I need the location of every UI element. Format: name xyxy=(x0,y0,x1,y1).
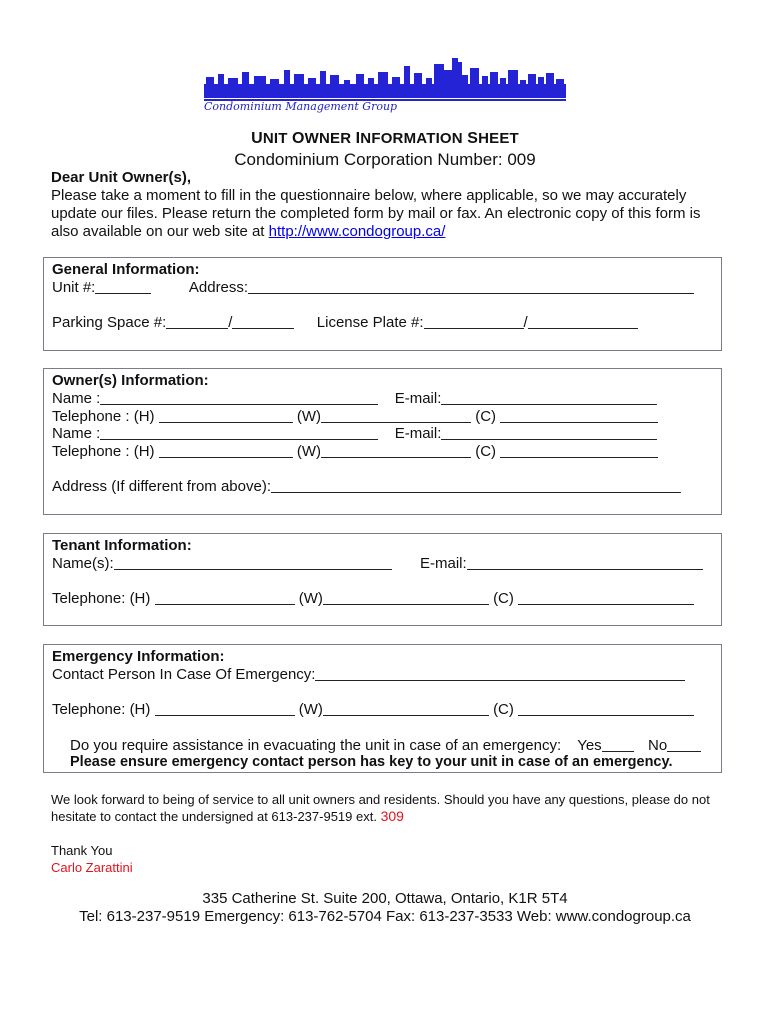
sign-off xyxy=(51,842,133,876)
city-skyline-logo xyxy=(200,44,570,114)
tenant-cell-phone-field[interactable] xyxy=(518,590,694,605)
tenant-email-label: E-mail: xyxy=(420,555,467,572)
owner2-cell-phone-field[interactable] xyxy=(500,443,658,458)
emergency-work-phone-field[interactable] xyxy=(323,701,489,716)
owner2-tel-label: Telephone : (H) xyxy=(52,443,155,460)
tenant-tel-label: Telephone: (H) xyxy=(52,590,151,607)
emergency-contact-label: Contact Person In Case Of Emergency: xyxy=(52,666,316,683)
owner1-email-field[interactable] xyxy=(441,390,657,405)
emergency-cell-phone-field[interactable] xyxy=(518,701,694,716)
address-field[interactable] xyxy=(248,279,694,294)
owner1-home-phone-field[interactable] xyxy=(159,408,293,423)
address-label: Address: xyxy=(188,279,249,296)
emergency-contact-field[interactable] xyxy=(315,666,685,681)
footer-contacts: Tel: 613-237-9519 Emergency: 613-762-5704 Fax: 613-237-3533 Web: www.condogroup.ca xyxy=(79,908,691,925)
owner2-work-phone-field[interactable] xyxy=(321,443,471,458)
emergency-key-notice: Please ensure emergency contact person has key to your unit in case of an emergency. xyxy=(70,754,673,770)
tenant-information-box: Tenant Information: Name(s): E-mail: Telephone: (H) (W) (C) xyxy=(43,533,722,626)
owner1-cell-phone-field[interactable] xyxy=(500,408,658,423)
thank-you-text: Thank You xyxy=(51,843,113,858)
tenant-work-phone-field[interactable] xyxy=(323,590,489,605)
unit-field[interactable] xyxy=(95,279,151,294)
footer-address: 335 Catherine St. Suite 200, Ottawa, Ontario, K1R 5T4 xyxy=(202,890,568,907)
general-information-box: General Information: Unit #: Address: Parking Space #: / License Plate #: / xyxy=(43,257,722,351)
greeting: Dear Unit Owner(s), xyxy=(51,169,192,186)
owners-heading: Owner(s) Information: xyxy=(52,372,209,389)
license-plate-field-1[interactable] xyxy=(424,314,524,329)
yes-label: Yes xyxy=(577,737,602,754)
website-link[interactable]: http://www.condogroup.ca/ xyxy=(268,223,446,240)
tenant-email-field[interactable] xyxy=(467,555,703,570)
signature-name: Carlo Zarattini xyxy=(51,860,133,875)
license-plate-field-2[interactable] xyxy=(528,314,638,329)
sheet-title: UNIT OWNER INFORMATION SHEET xyxy=(251,130,519,147)
unit-label: Unit #: xyxy=(52,279,96,296)
owner1-tel-label: Telephone : (H) xyxy=(52,408,155,425)
parking-field-2[interactable] xyxy=(232,314,294,329)
logo-text: Condominium Management Group xyxy=(204,100,398,113)
evacuation-question: Do you require assistance in evacuating the unit in case of an emergency: xyxy=(70,737,562,754)
no-label: No xyxy=(648,737,668,754)
tenant-names-field[interactable] xyxy=(114,555,392,570)
company-logo xyxy=(200,44,570,114)
emergency-heading: Emergency Information: xyxy=(52,648,225,665)
owner1-name-label: Name : xyxy=(52,390,101,407)
phone-extension: 309 xyxy=(380,808,404,824)
closing-paragraph: We look forward to being of service to all unit owners and residents. Should you have any questions, please do not hesitate to contact the undersigned at 613-237-9519 ext. 309 xyxy=(51,792,710,824)
owner-alt-address-label: Address (If different from above): xyxy=(52,478,271,495)
intro-paragraph xyxy=(51,169,731,241)
owner2-name-field[interactable] xyxy=(100,425,378,440)
owner-alt-address-field[interactable] xyxy=(271,478,681,493)
tenant-home-phone-field[interactable] xyxy=(155,590,295,605)
evacuation-yes-field[interactable] xyxy=(602,737,634,752)
emergency-information-box: Emergency Information: Contact Person In Case Of Emergency: Telephone: (H) (W) (C) Do you require assistance in evacuating the unit in case of an emergency: Yes No Please ensure emergency contact person has key to your unit in case of an emergency. xyxy=(43,644,722,773)
owners-information-box: Owner(s) Information: Name : E-mail: Telephone : (H) (W) (C) Name : E-mail: Telephone : (H) (W) (C) Address (If different from above): xyxy=(43,368,722,515)
intro-body: Please take a moment to fill in the questionnaire below, where applicable, so we may accurately update our files. Please return the completed form by mail or fax. An electronic copy of this form is also available on our web site at xyxy=(51,187,701,240)
owner2-email-field[interactable] xyxy=(441,425,657,440)
owner1-email-label: E-mail: xyxy=(394,390,442,407)
license-plate-label: License Plate #: xyxy=(316,314,424,331)
emergency-home-phone-field[interactable] xyxy=(155,701,295,716)
parking-label: Parking Space #: xyxy=(52,314,167,331)
owner2-name-label: Name : xyxy=(52,425,101,442)
tenant-names-label: Name(s): xyxy=(52,555,114,572)
emergency-tel-label: Telephone: (H) xyxy=(52,701,151,718)
owner1-work-phone-field[interactable] xyxy=(321,408,471,423)
owner2-email-label: E-mail: xyxy=(394,425,442,442)
parking-field-1[interactable] xyxy=(166,314,228,329)
owner2-home-phone-field[interactable] xyxy=(159,443,293,458)
owner1-name-field[interactable] xyxy=(100,390,378,405)
corporation-number: Condominium Corporation Number: 009 xyxy=(234,150,536,169)
tenant-heading: Tenant Information: xyxy=(52,537,192,554)
evacuation-no-field[interactable] xyxy=(667,737,701,752)
general-heading: General Information: xyxy=(52,261,200,278)
